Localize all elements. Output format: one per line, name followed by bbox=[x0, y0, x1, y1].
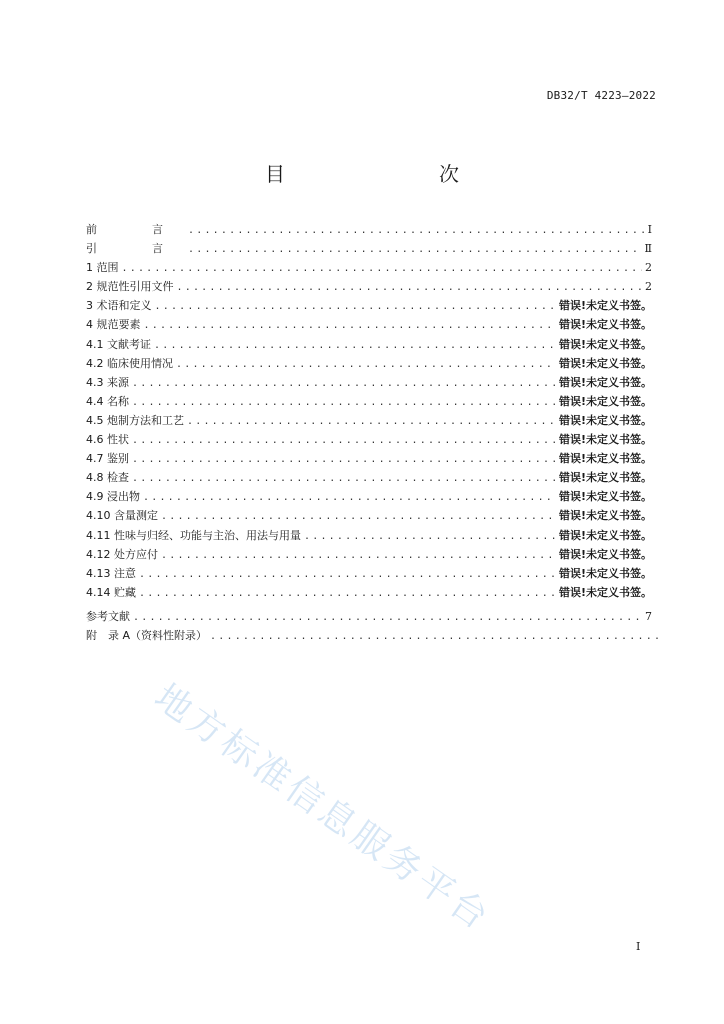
toc-entry-page: 错误!未定义书签。 bbox=[558, 337, 652, 351]
toc-entry-page: 错误!未定义书签。 bbox=[558, 471, 652, 485]
toc-entry[interactable] bbox=[86, 564, 652, 583]
toc-entry-page: 7 bbox=[645, 609, 652, 623]
toc-entry[interactable] bbox=[86, 626, 652, 645]
toc-leader-dots bbox=[304, 527, 556, 546]
toc-entry-label: 4.8 检查 bbox=[86, 471, 129, 485]
toc-leader-dots bbox=[155, 297, 556, 316]
toc-entry-page: 错误!未定义书签。 bbox=[558, 528, 652, 542]
toc-entry[interactable] bbox=[86, 506, 652, 525]
toc-entry[interactable] bbox=[86, 411, 652, 430]
toc-entry-label: 参考文献 bbox=[86, 609, 130, 623]
toc-entry-label: 2 规范性引用文件 bbox=[86, 280, 174, 294]
toc-leader-dots bbox=[188, 221, 645, 240]
toc-leader-dots bbox=[154, 336, 556, 355]
toc-entry-label: 4 规范要素 bbox=[86, 318, 141, 332]
toc-entry-label: 4.13 注意 bbox=[86, 566, 136, 580]
toc-entry-label: 4.3 来源 bbox=[86, 375, 129, 389]
toc-entry-page: 错误!未定义书签。 bbox=[558, 452, 652, 466]
toc-entry-label: 4.10 含量测定 bbox=[86, 509, 158, 523]
toc-entry-label: 4.1 文献考证 bbox=[86, 337, 151, 351]
toc-entry[interactable] bbox=[86, 277, 652, 296]
toc-entry-label: 引 言 bbox=[86, 242, 185, 256]
page-title: 目 次 bbox=[265, 162, 497, 186]
toc-entry-page: 错误!未定义书签。 bbox=[558, 509, 652, 523]
toc-entry-page: 2 bbox=[645, 280, 652, 294]
toc-entry-page: 错误!未定义书签。 bbox=[558, 356, 652, 370]
toc-entry[interactable] bbox=[86, 315, 652, 334]
toc-entry-page: Ⅱ bbox=[644, 242, 652, 256]
toc-entry[interactable] bbox=[86, 220, 652, 239]
toc-entry-page: 错误!未定义书签。 bbox=[558, 375, 652, 389]
toc-entry[interactable] bbox=[86, 526, 652, 545]
toc-entry-page: 错误!未定义书签。 bbox=[558, 433, 652, 447]
toc-leader-dots bbox=[133, 608, 642, 627]
toc-entry[interactable] bbox=[86, 258, 652, 277]
toc-leader-dots bbox=[187, 412, 556, 431]
toc-entry-page: 错误!未定义书签。 bbox=[558, 566, 652, 580]
toc-entry[interactable] bbox=[86, 239, 652, 258]
toc-entry[interactable] bbox=[86, 392, 652, 411]
toc-entry-label: 4.11 性味与归经、功能与主治、用法与用量 bbox=[86, 528, 301, 542]
toc-entry[interactable] bbox=[86, 335, 652, 354]
watermark: 地方标准信息服务平台 bbox=[146, 676, 499, 940]
toc-entry-label: 4.2 临床使用情况 bbox=[86, 356, 173, 370]
table-of-contents bbox=[86, 220, 652, 645]
toc-entry-page: 错误!未定义书签。 bbox=[558, 490, 652, 504]
toc-leader-dots bbox=[132, 393, 556, 412]
toc-entry[interactable] bbox=[86, 607, 652, 626]
toc-leader-dots bbox=[177, 278, 643, 297]
toc-entry-label: 4.6 性状 bbox=[86, 433, 129, 447]
toc-entry-label: 4.14 贮藏 bbox=[86, 585, 136, 599]
toc-entry-page: 错误!未定义书签。 bbox=[558, 394, 652, 408]
toc-entry[interactable] bbox=[86, 449, 652, 468]
toc-leader-dots bbox=[144, 316, 556, 335]
toc-entry[interactable] bbox=[86, 583, 652, 602]
toc-leader-dots bbox=[139, 584, 556, 603]
toc-entry-page: 错误!未定义书签。 bbox=[558, 413, 652, 427]
toc-entry-label: 3 术语和定义 bbox=[86, 299, 152, 313]
page-number: I bbox=[636, 940, 641, 953]
toc-entry-page: 错误!未定义书签。 bbox=[558, 585, 652, 599]
toc-entry-label: 4.9 浸出物 bbox=[86, 490, 140, 504]
toc-entry-page: 2 bbox=[645, 261, 652, 275]
toc-entry-page: 错误!未定义书签。 bbox=[558, 547, 652, 561]
toc-entry-page: 错误!未定义书签。 bbox=[558, 318, 652, 332]
toc-entry[interactable] bbox=[86, 468, 652, 487]
toc-leader-dots bbox=[210, 627, 658, 646]
toc-entry-label: 1 范围 bbox=[86, 261, 119, 275]
toc-leader-dots bbox=[132, 431, 556, 450]
toc-leader-dots bbox=[176, 355, 556, 374]
toc-entry[interactable] bbox=[86, 373, 652, 392]
toc-entry-label: 附 录 A（资料性附录） bbox=[86, 628, 208, 642]
toc-entry[interactable] bbox=[86, 296, 652, 315]
toc-leader-dots bbox=[122, 259, 643, 278]
toc-entry-page: 错误!未定义书签。 bbox=[558, 299, 652, 313]
toc-entry[interactable] bbox=[86, 545, 652, 564]
toc-entry[interactable] bbox=[86, 430, 652, 449]
toc-leader-dots bbox=[161, 546, 556, 565]
toc-leader-dots bbox=[188, 240, 642, 259]
document-code: DB32/T 4223—2022 bbox=[546, 89, 656, 102]
toc-entry-label: 前 言 bbox=[86, 223, 185, 236]
toc-entry[interactable] bbox=[86, 487, 652, 506]
toc-leader-dots bbox=[143, 488, 556, 507]
toc-entry-label: 4.7 鉴别 bbox=[86, 452, 129, 466]
toc-entry-label: 4.5 炮制方法和工艺 bbox=[86, 413, 184, 427]
toc-entry[interactable] bbox=[86, 354, 652, 373]
toc-leader-dots bbox=[132, 469, 556, 488]
toc-leader-dots bbox=[139, 565, 556, 584]
toc-entry-label: 4.12 处方应付 bbox=[86, 547, 158, 561]
toc-entry-label: 4.4 名称 bbox=[86, 394, 129, 408]
toc-leader-dots bbox=[161, 507, 556, 526]
toc-leader-dots bbox=[132, 374, 556, 393]
toc-entry-page: Ⅰ bbox=[647, 223, 652, 236]
toc-leader-dots bbox=[132, 450, 556, 469]
